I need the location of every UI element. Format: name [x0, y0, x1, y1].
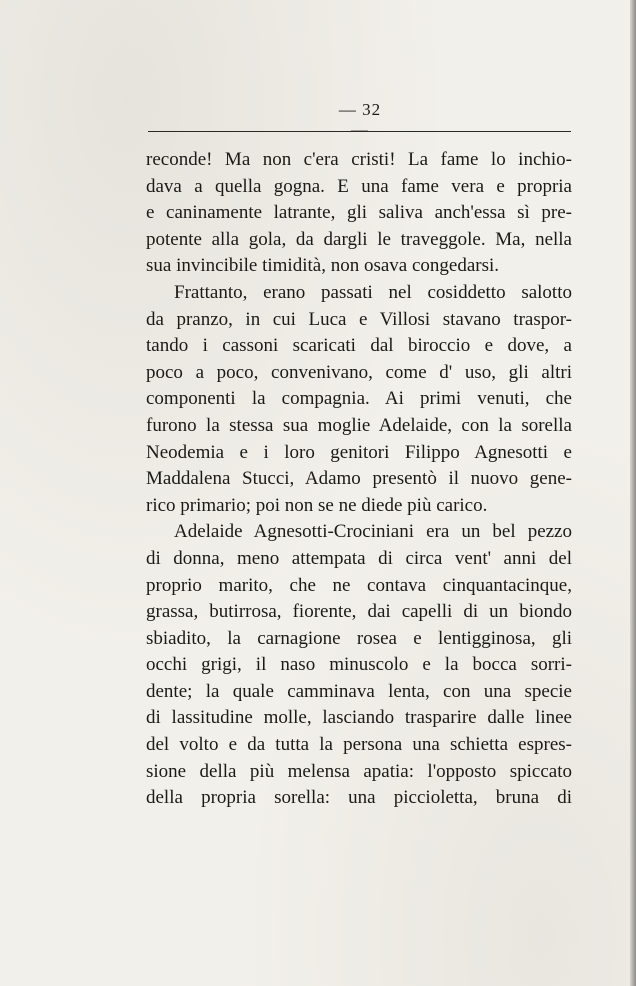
text-line: sbiadito, la carnagione rosea e lentigginosa, gli: [146, 627, 572, 649]
text-line: potente alla gola, da dargli le traveggole. Ma, nella: [146, 228, 572, 250]
text-line: Frattanto, erano passati nel cosiddetto salotto: [174, 281, 572, 303]
text-line: componenti la compagnia. Ai primi venuti, che: [146, 388, 572, 410]
text-line: occhi grigi, il naso minuscolo e la bocca sorri-: [146, 654, 572, 676]
text-line: e caninamente latrante, gli saliva anch'essa sì pre-: [146, 202, 572, 224]
text-line: del volto e da tutta la persona una schietta espres-: [146, 734, 572, 756]
text-line: Maddalena Stucci, Adamo presentò il nuovo gene-: [146, 468, 572, 490]
text-line: rico primario; poi non se ne diede più carico.: [146, 494, 488, 516]
text-line: Adelaide Agnesotti-Crociniani era un bel pezzo: [174, 521, 572, 543]
text-line: da pranzo, in cui Luca e Villosi stavano traspor-: [146, 308, 572, 330]
body-text: [146, 147, 572, 812]
text-line: di donna, meno attempata di circa vent' anni del: [146, 547, 572, 569]
text-line: Neodemia e i loro genitori Filippo Agnesotti e: [146, 441, 572, 463]
text-line: poco a poco, convenivano, come d' uso, gli altri: [146, 361, 572, 383]
text-line: grassa, butirrosa, fiorente, dai capelli di un biondo: [146, 601, 572, 623]
page-edge-shadow: [630, 0, 636, 986]
text-line: sua invincibile timidità, non osava congedarsi.: [146, 255, 500, 277]
page-number: — 32 —: [338, 100, 382, 139]
text-line: dava a quella gogna. E una fame vera e propria: [146, 175, 572, 197]
text-line: dente; la quale camminava lenta, con una specie: [146, 680, 572, 702]
text-line: tando i cassoni scaricati dal biroccio e dove, a: [146, 335, 572, 357]
header-rule: [148, 131, 571, 132]
text-line: di lassitudine molle, lasciando trasparire dalle linee: [146, 707, 572, 729]
text-line: sione della più melensa apatia: l'opposto spiccato: [146, 760, 572, 782]
text-line: proprio marito, che ne contava cinquantacinque,: [146, 574, 572, 596]
text-line: della propria sorella: una piccioletta, bruna di: [146, 787, 572, 809]
text-line: furono la stessa sua moglie Adelaide, con la sorella: [146, 414, 572, 436]
text-line: reconde! Ma non c'era cristi! La fame lo inchio-: [146, 149, 572, 170]
